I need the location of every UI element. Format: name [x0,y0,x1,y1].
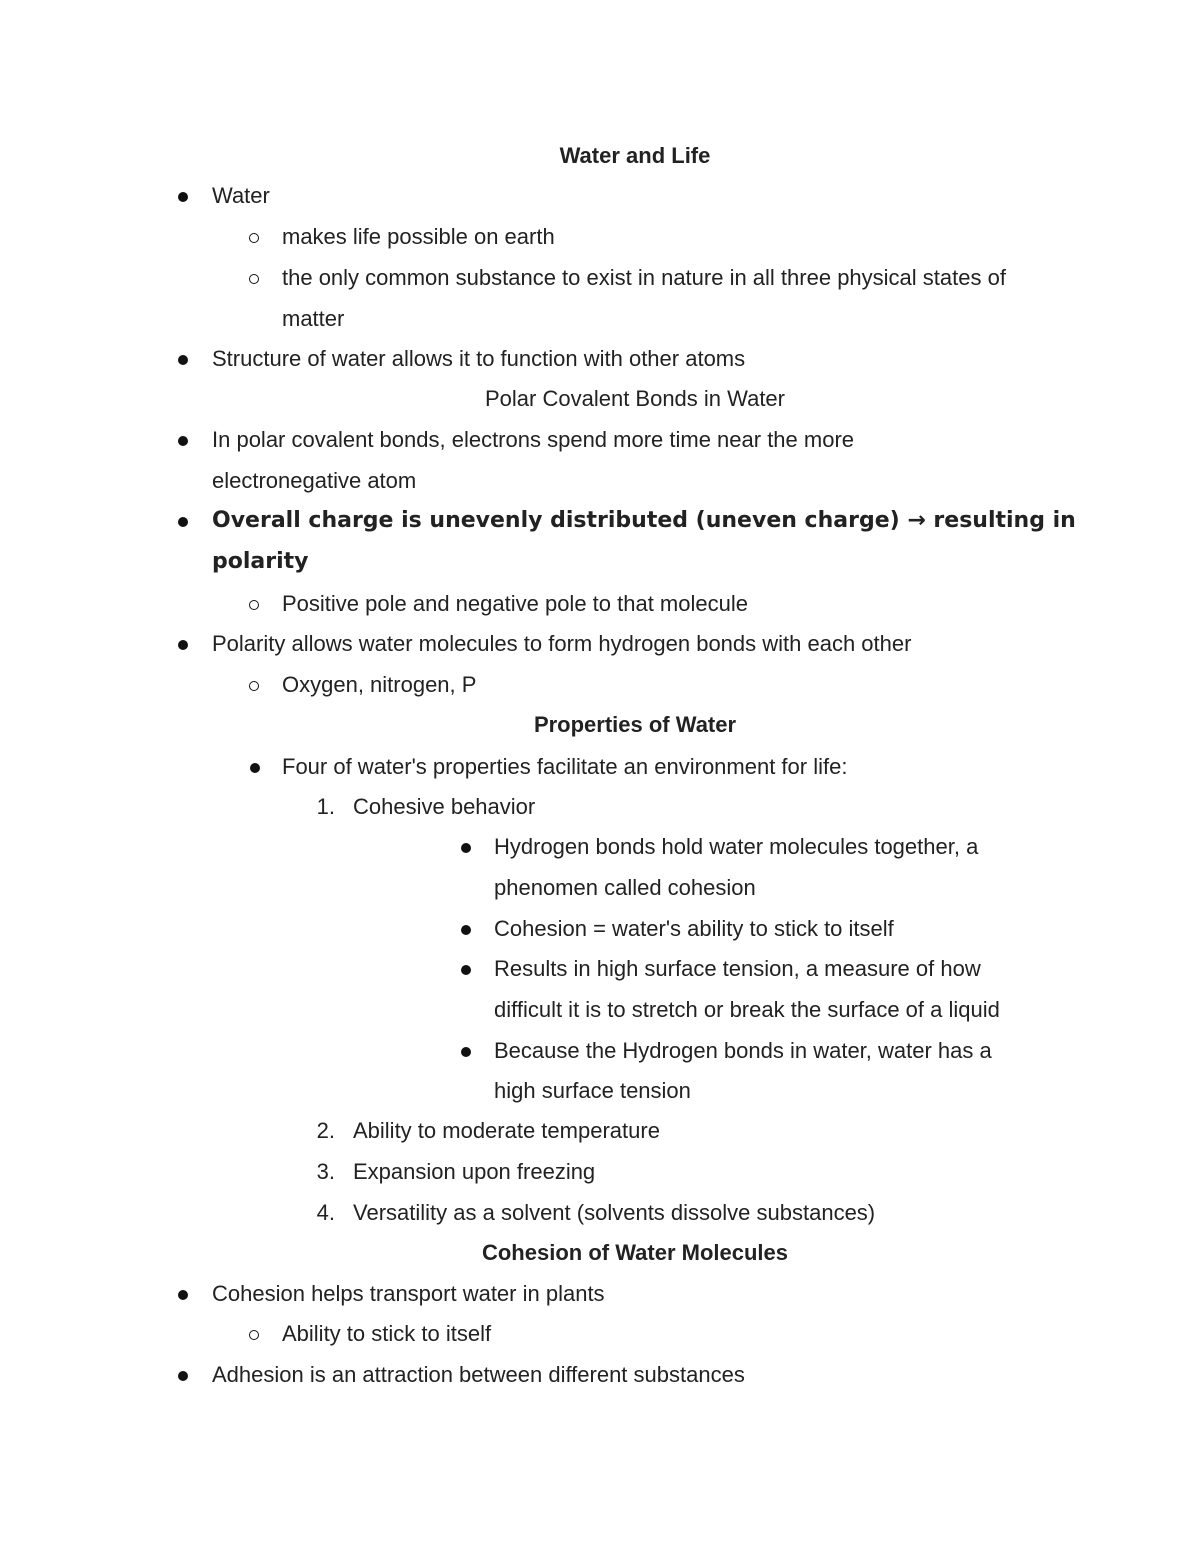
list-item: Structure of water allows it to function with other atoms [212,346,746,371]
bullet-icon [178,517,188,527]
list-item-continuation: difficult it is to stretch or break the surface of a liquid [494,997,1000,1022]
page-title: Water and Life [559,143,711,168]
bullet-icon [178,1290,188,1300]
numbered-item: Expansion upon freezing [353,1159,596,1184]
section-heading: Polar Covalent Bonds in Water [485,386,785,411]
numbered-item: Ability to moderate temperature [353,1118,660,1143]
bullet-icon [250,763,260,773]
list-item-continuation: matter [282,306,345,331]
list-item-continuation: polarity [212,549,309,574]
list-item: Results in high surface tension, a measure of how [494,956,981,981]
list-item: makes life possible on earth [282,224,555,249]
bullet-icon [178,1371,188,1381]
bullet-icon [461,925,471,935]
list-item-emphasis: Overall charge is unevenly distributed (uneven charge) → resulting in [212,508,1076,533]
list-item: Ability to stick to itself [282,1321,492,1346]
bullet-icon [178,640,188,650]
section-heading: Cohesion of Water Molecules [481,1240,788,1265]
bullet-icon [178,436,188,446]
section-heading: Properties of Water [533,712,737,737]
circle-bullet-icon [249,681,259,691]
bullet-icon [461,1047,471,1057]
list-number: 4. [316,1200,335,1225]
list-item-continuation: phenomen called cohesion [494,875,756,900]
list-item: In polar covalent bonds, electrons spend more time near the more [212,427,855,452]
numbered-item: Versatility as a solvent (solvents dissolve substances) [353,1200,876,1225]
list-number: 3. [316,1159,335,1184]
circle-bullet-icon [249,233,259,243]
numbered-item: Cohesive behavior [353,794,536,819]
list-item-continuation: electronegative atom [212,468,417,493]
circle-bullet-icon [249,600,259,610]
bullet-icon [178,192,188,202]
bullet-icon [178,355,188,365]
list-item: Oxygen, nitrogen, P [282,672,477,697]
list-item: Hydrogen bonds hold water molecules together, a [494,834,979,859]
list-item: Water [212,183,270,208]
circle-bullet-icon [249,274,259,284]
list-item: the only common substance to exist in nature in all three physical states of [282,265,1006,290]
list-item: Adhesion is an attraction between different substances [212,1362,745,1387]
list-item-continuation: high surface tension [494,1078,691,1103]
list-item: Positive pole and negative pole to that molecule [282,591,748,616]
list-item: Cohesion = water's ability to stick to itself [494,916,894,941]
list-number: 2. [316,1118,335,1143]
list-item: Because the Hydrogen bonds in water, water has a [494,1038,992,1063]
circle-bullet-icon [249,1330,259,1340]
bullet-icon [461,843,471,853]
list-number: 1. [316,794,335,819]
list-item: Four of water's properties facilitate an environment for life: [282,754,848,779]
list-item: Cohesion helps transport water in plants [212,1281,605,1306]
bullet-icon [461,965,471,975]
list-item: Polarity allows water molecules to form hydrogen bonds with each other [212,631,912,656]
